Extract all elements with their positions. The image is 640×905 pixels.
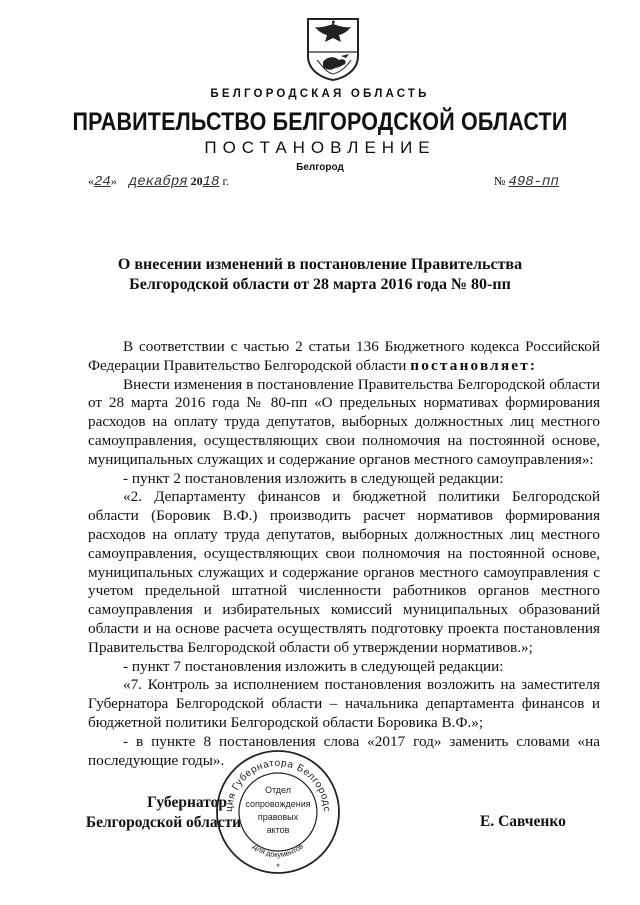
signatory-title-line-1: Губернатор	[147, 794, 227, 811]
stamp-center-line-1: Отдел	[264, 785, 292, 795]
stamp-center-line-4: актов	[266, 825, 290, 835]
paragraph-item-2-text: «2. Департаменту финансов и бюджетной политики Белгородской области (Боровик В.Ф.) производить расчет нормативов формирования расходов на оплату труда депутатов, выборных должностных лиц местного самоуправления, осуществляющих свои полномочия на постоянной основе, муниципальных служащих и содержание органов местного самоуправления с учетом предельной штатной численности работников органов местного самоуправления и избирательных комиссий муниципальных образований области и на основе расчета осуществлять подготовку проекта постановления Правительства Белгородской области об утверждении нормативов.»;	[88, 488, 600, 656]
stamp-center-line-3: правовых	[257, 812, 299, 822]
date-line	[88, 174, 229, 190]
stamp-star: *	[276, 862, 280, 872]
date-day: 24	[94, 174, 111, 190]
paragraph-item-7-heading: - пункт 7 постановления изложить в следующей редакции:	[123, 657, 504, 675]
date-close-quote: »	[110, 174, 117, 188]
preamble-decision-word: постановляет:	[410, 356, 538, 374]
stamp-bottom-text: Для документов	[251, 841, 305, 860]
date-year-suffix: 18	[202, 174, 220, 190]
coat-of-arms-icon	[305, 16, 361, 82]
paragraph-preamble	[88, 338, 600, 376]
government-heading: ПРАВИТЕЛЬСТВО БЕЛГОРОДСКОЙ ОБЛАСТИ	[72, 108, 568, 136]
date-month: декабря	[128, 174, 188, 190]
paragraph-item-8-text: - в пункте 8 постановления слова «2017 год» заменить словами «на последующие годы».	[88, 732, 600, 769]
stamp-ring-text: ция Губернатора Белгородс	[223, 757, 333, 813]
date-year-prefix: 20	[190, 174, 203, 188]
paragraph-item-7-text: «7. Контроль за исполнением постановления возложить на заместителя Губернатора Белгородской области – начальника департамента финансов и бюджетной политики Белгородской области Боровика В.Ф.»;	[88, 676, 600, 731]
preamble-text: В соответствии с частью 2 статьи 136 Бюджетного кодекса Российской Федерации Правительство Белгородской области	[88, 338, 600, 374]
paragraph-amendment-intro: Внести изменения в постановление Правительства Белгородской области от 28 марта 2016 года № 80-пп «О предельных нормативах формирования расходов на оплату труда депутатов, выборных должностных лиц местного самоуправления, осуществляющих свои полномочия на постоянной основе, муниципальных служащих и содержание органов местного самоуправления»:	[88, 375, 600, 468]
title-line-2: Белгородской области от 28 марта 2016 года № 80-пп	[129, 276, 511, 293]
document-type-heading: ПОСТАНОВЛЕНИЕ	[204, 138, 436, 157]
document-title	[90, 255, 550, 295]
title-line-1: О внесении изменений в постановление Правительства	[117, 256, 523, 273]
stamp-seal	[215, 749, 341, 875]
document-body	[88, 338, 600, 770]
region-heading: БЕЛГОРОДСКАЯ ОБЛАСТЬ	[210, 88, 430, 100]
number-label: №	[494, 174, 506, 188]
city-label: Белгород	[296, 162, 344, 173]
document-number	[494, 174, 559, 190]
signatory-title	[0, 793, 241, 833]
date-open-quote: «	[88, 174, 94, 188]
paragraph-item-2-heading: - пункт 2 постановления изложить в следующей редакции:	[123, 469, 504, 487]
number-value: 498-пп	[508, 174, 559, 190]
svg-text:Для документов	[251, 842, 305, 859]
official-stamp	[215, 749, 341, 875]
signatory-name: Е. Савченко	[480, 813, 566, 830]
signatory-title-line-2: Белгородской области	[85, 814, 241, 831]
stamp-center-line-2: сопровождения	[245, 799, 311, 809]
date-year-label: г.	[222, 174, 230, 188]
coat-of-arms-emblem	[305, 16, 361, 82]
